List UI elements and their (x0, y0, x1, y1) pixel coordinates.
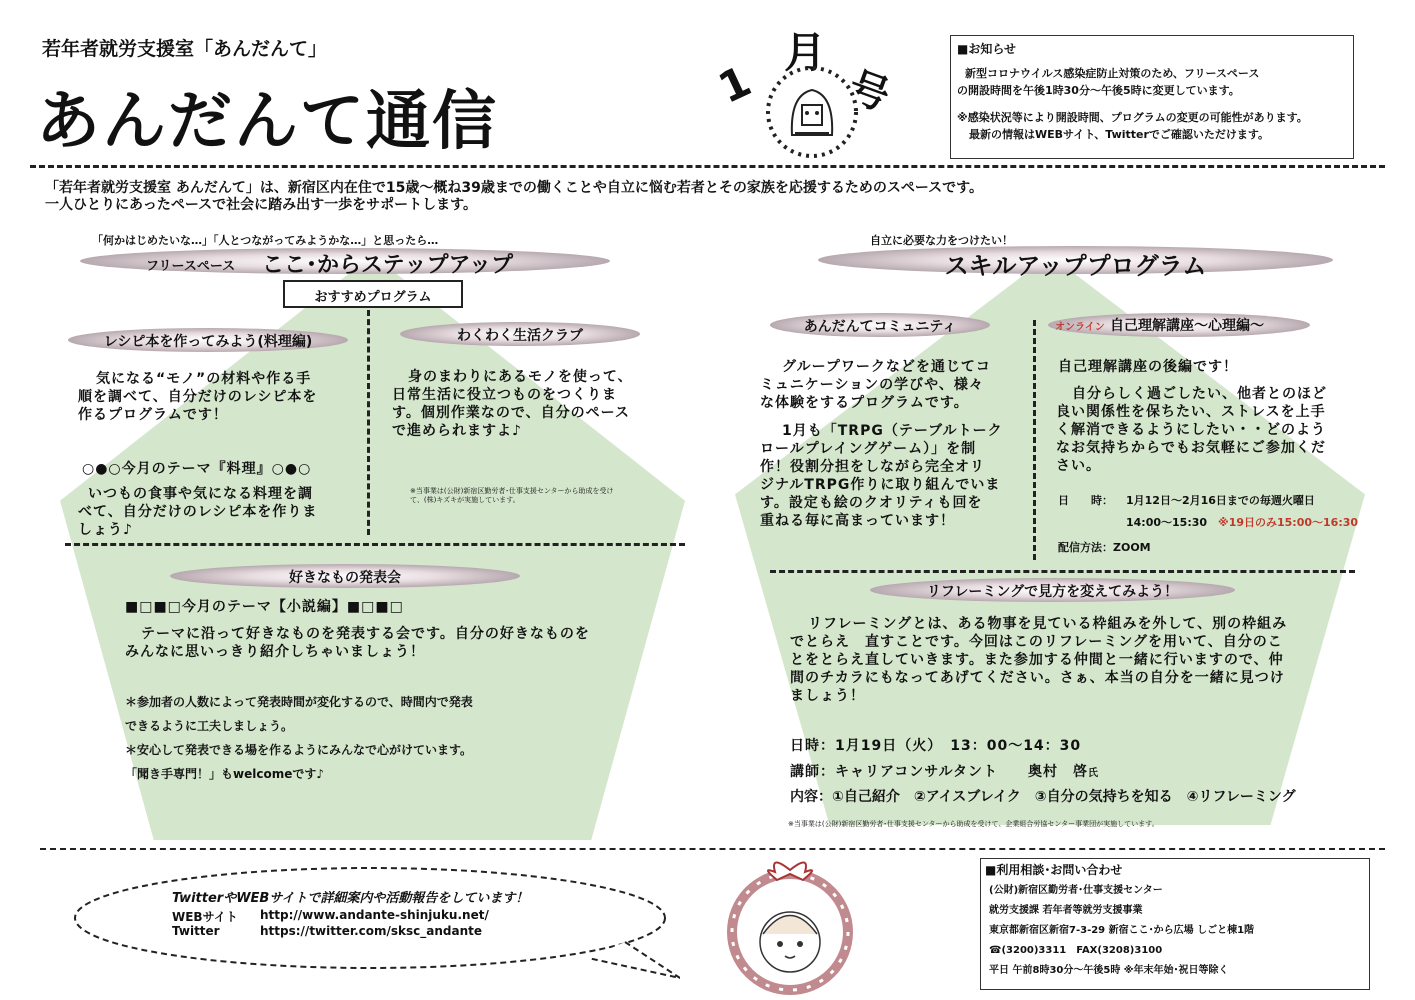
club-body (392, 368, 633, 440)
reframe-line: とをとらえ直していきます。また参加する仲間と一緒に行いますので、仲 (790, 652, 1284, 668)
community-line: な体験をするプログラムです。 (760, 395, 969, 411)
reframe-lecturer-suffix: 氏 (1088, 768, 1100, 779)
reframe-body (790, 615, 1287, 705)
recipe-line: 順を調べて、自分だけのレシピ本を (78, 389, 318, 405)
club-line: 日常生活に役立つものをつくりま (392, 387, 617, 403)
footer-divider (40, 848, 1385, 850)
online-body (1056, 385, 1327, 475)
community-line: す。設定も絵のクオリティも回を (760, 495, 983, 511)
online-time-note: ※19日のみ15:00～16:30 (1218, 516, 1359, 529)
club-note-line: ※当事業は(公財)新宿区勤労者･仕事支援センターから助成を受け (410, 487, 614, 495)
present-theme: ■□■□今月のテーマ【小説編】■□■□ (125, 599, 404, 615)
reframe-lecturer-text: 講師：キャリアコンサルタント 奥村 啓 (790, 764, 1089, 780)
club-note-line: て、(株)キズキが実施しています。 (410, 496, 520, 504)
community-line: 1月も「TRPG（テーブルトーク (782, 423, 1003, 439)
reframe-note: ※当事業は(公財)新宿区勤労者･仕事支援センターから助成を受けて、企業組合労協センター事業団が実施しています。 (788, 820, 1159, 828)
online-method: 配信方法：ZOOM (1058, 541, 1151, 554)
recipe-line: 作るプログラムです！ (78, 407, 228, 423)
contact-line: 平日 午前8時30分～午後5時 ※年末年始･祝日等除く (989, 965, 1229, 976)
twitter-url-link[interactable]: https://twitter.com/sksc_andante (260, 924, 482, 938)
club-note (410, 487, 614, 505)
contact-line: (公財)新宿区勤労者･仕事支援センター (989, 885, 1163, 896)
online-date-label: 日 時： (1058, 494, 1113, 507)
recipe-title: レシピ本を作ってみよう(料理編) (103, 334, 313, 350)
notice-line: 新型コロナウイルス感染症防止対策のため、フリースペース (965, 67, 1260, 80)
reframe-date: 日時：1月19日（火） 13：00～14：30 (790, 738, 1082, 754)
left-horizontal-divider (65, 543, 685, 546)
recipe-line: 気になる“モノ”の材料や作る手 (96, 371, 312, 387)
reframe-lecturer (790, 763, 1099, 783)
online-date: 1月12日～2月16日までの毎週火曜日 (1126, 494, 1315, 507)
online-line: 自分らしく過ごしたい、他者とのほど (1072, 386, 1327, 402)
club-line: す。個別作業なので、自分のペース (392, 405, 630, 421)
bubble-title: TwitterやWEBサイトで詳細案内や活動報告をしています！ (172, 891, 529, 906)
community-title: あんだんてコミュニティ (803, 319, 957, 335)
recommend-label: おすすめプログラム (314, 290, 432, 305)
online-badge: オンライン (1055, 322, 1105, 333)
recipe-theme-line: しょう♪ (78, 522, 133, 538)
present-note-line: ＊参加者の人数によって発表時間が変化するので、時間内で発表 (125, 695, 473, 709)
ox-mascot-icon (765, 65, 860, 160)
page-title: あんだんて通信 (36, 85, 498, 159)
notice-box (950, 35, 1354, 159)
notice-line: 最新の情報はWEBサイト、Twitterでご確認いただけます。 (969, 128, 1270, 141)
reframe-title: リフレーミングで見方を変えてみよう！ (926, 584, 1179, 600)
recipe-theme-line: べて、自分だけのレシピ本を作りま (78, 504, 318, 520)
right-banner-title: スキルアッププログラム (944, 252, 1207, 280)
online-line: さい。 (1056, 458, 1101, 474)
present-note-line: できるように工夫しましょう。 (125, 719, 294, 733)
contact-title: ■利用相談･お問い合わせ (985, 863, 1123, 877)
present-note-line: ＊安心して発表できる場を作るようにみんなで心がけています。 (125, 743, 473, 757)
reframe-line: でとらえ 直すことです。今回はこのリフレーミングを用いて、自分のこ (790, 634, 1283, 650)
club-line: で進められますよ♪ (392, 423, 522, 439)
community-line: ロールプレイングゲーム）」を制 (760, 441, 977, 457)
online-lead: 自己理解講座の後編です！ (1058, 359, 1238, 375)
online-line: く解消できるようにしたい・・どのよう (1056, 422, 1326, 438)
recipe-theme: ○●○今月のテーマ『料理』○●○ (82, 461, 312, 477)
online-time: 14:00～15:30 (1126, 516, 1208, 529)
contact-line: ☎(3200)3311 FAX(3208)3100 (989, 945, 1163, 956)
twitter-label: Twitter (172, 924, 220, 938)
intro-line: 一人ひとりにあったペースで社会に踏み出す一歩をサポートします。 (45, 197, 478, 213)
present-notes (125, 690, 473, 786)
club-line: 身のまわりにあるモノを使って、 (408, 369, 633, 385)
left-lead-text: 「何かはじめたいな…」「人とつながってみようかな…」と思ったら… (92, 234, 439, 247)
issue-badge (700, 20, 920, 160)
present-title: 好きなもの発表会 (289, 570, 401, 586)
present-line: テーマに沿って好きなものを発表する会です。自分の好きなものを (141, 626, 590, 642)
community-line: ジナルTRPG作りに取り組んでいま (760, 477, 1001, 493)
present-note-line: 「聞き手専門！」もwelcomeです♪ (125, 767, 324, 781)
club-title: わくわく生活クラブ (457, 328, 583, 344)
online-line: 良い関係性を保ちたい、ストレスを上手 (1056, 404, 1326, 420)
reframe-line: リフレーミングとは、ある物事を見ている枠組みを外して、別の枠組み (808, 616, 1288, 632)
reframe-line: ましょう！ (790, 688, 865, 704)
online-line: なお気持ちからでもお気軽にご参加くだ (1056, 440, 1326, 456)
contact-line: 東京都新宿区新宿7-3-29 新宿ここ･から広場 しごと棟1階 (989, 925, 1255, 936)
present-line: みんなに思いっきり紹介しちゃいましょう！ (125, 644, 425, 660)
left-banner-small: フリースペース (146, 259, 236, 274)
reframe-content: 内容：①自己紹介 ②アイスブレイク ③自分の気持ちを知る ④リフレーミング (790, 789, 1296, 805)
community-line: 重ねる毎に高まっています！ (760, 513, 955, 529)
notice-line: の開設時間を午後1時30分～午後5時に変更しています。 (957, 84, 1240, 97)
community-line: 作！役割分担をしながら完全オリ (760, 459, 985, 475)
intro-line: 「若年者就労支援室 あんだんて」は、新宿区内在住で15歳～概ね39歳までの働くことや自立に悩む若者とその家族を応援するためのスペースです。 (45, 180, 984, 196)
mascot-wreath-icon (715, 852, 865, 997)
right-horizontal-divider (770, 570, 1355, 573)
web-url-link[interactable]: http://www.andante-shinjuku.net/ (260, 908, 489, 922)
present-body (125, 625, 590, 661)
right-lead-text: 自立に必要な力をつけたい！ (870, 234, 1013, 247)
right-vertical-divider (1033, 320, 1036, 560)
recipe-theme-line: いつもの食事や気になる料理を調 (88, 486, 313, 502)
contact-box (980, 858, 1370, 990)
reframe-line: 間のチカラにもなってあげてください。さぁ、本当の自分を一緒に見つけ (790, 670, 1285, 686)
recommend-badge (283, 280, 463, 308)
web-label: WEBサイト (172, 910, 238, 924)
online-title: 自己理解講座～心理編～ (1110, 318, 1264, 334)
issue-month-number: 1 (711, 56, 759, 113)
community-body (760, 358, 1003, 530)
header-divider (30, 165, 1385, 168)
notice-line: ※感染状況等により開設時間、プログラムの変更の可能性があります。 (957, 111, 1308, 124)
community-line: グループワークなどを通じてコ (782, 359, 991, 375)
left-banner-title: ここ･からステップアップ (262, 253, 514, 278)
recipe-theme-body (78, 485, 317, 539)
recipe-body (78, 370, 317, 424)
notice-title: ■お知らせ (957, 42, 1016, 56)
left-vertical-divider (367, 310, 370, 535)
issue-month-kanji: 月 (784, 28, 827, 77)
community-line: ミュニケーションの学びや、様々 (760, 377, 984, 393)
org-name: 若年者就労支援室「あんだんて」 (42, 38, 328, 60)
community-line (760, 412, 1003, 422)
contact-line: 就労支援課 若年者等就労支援事業 (989, 905, 1143, 916)
issue-go-kanji: 号 (842, 63, 896, 121)
